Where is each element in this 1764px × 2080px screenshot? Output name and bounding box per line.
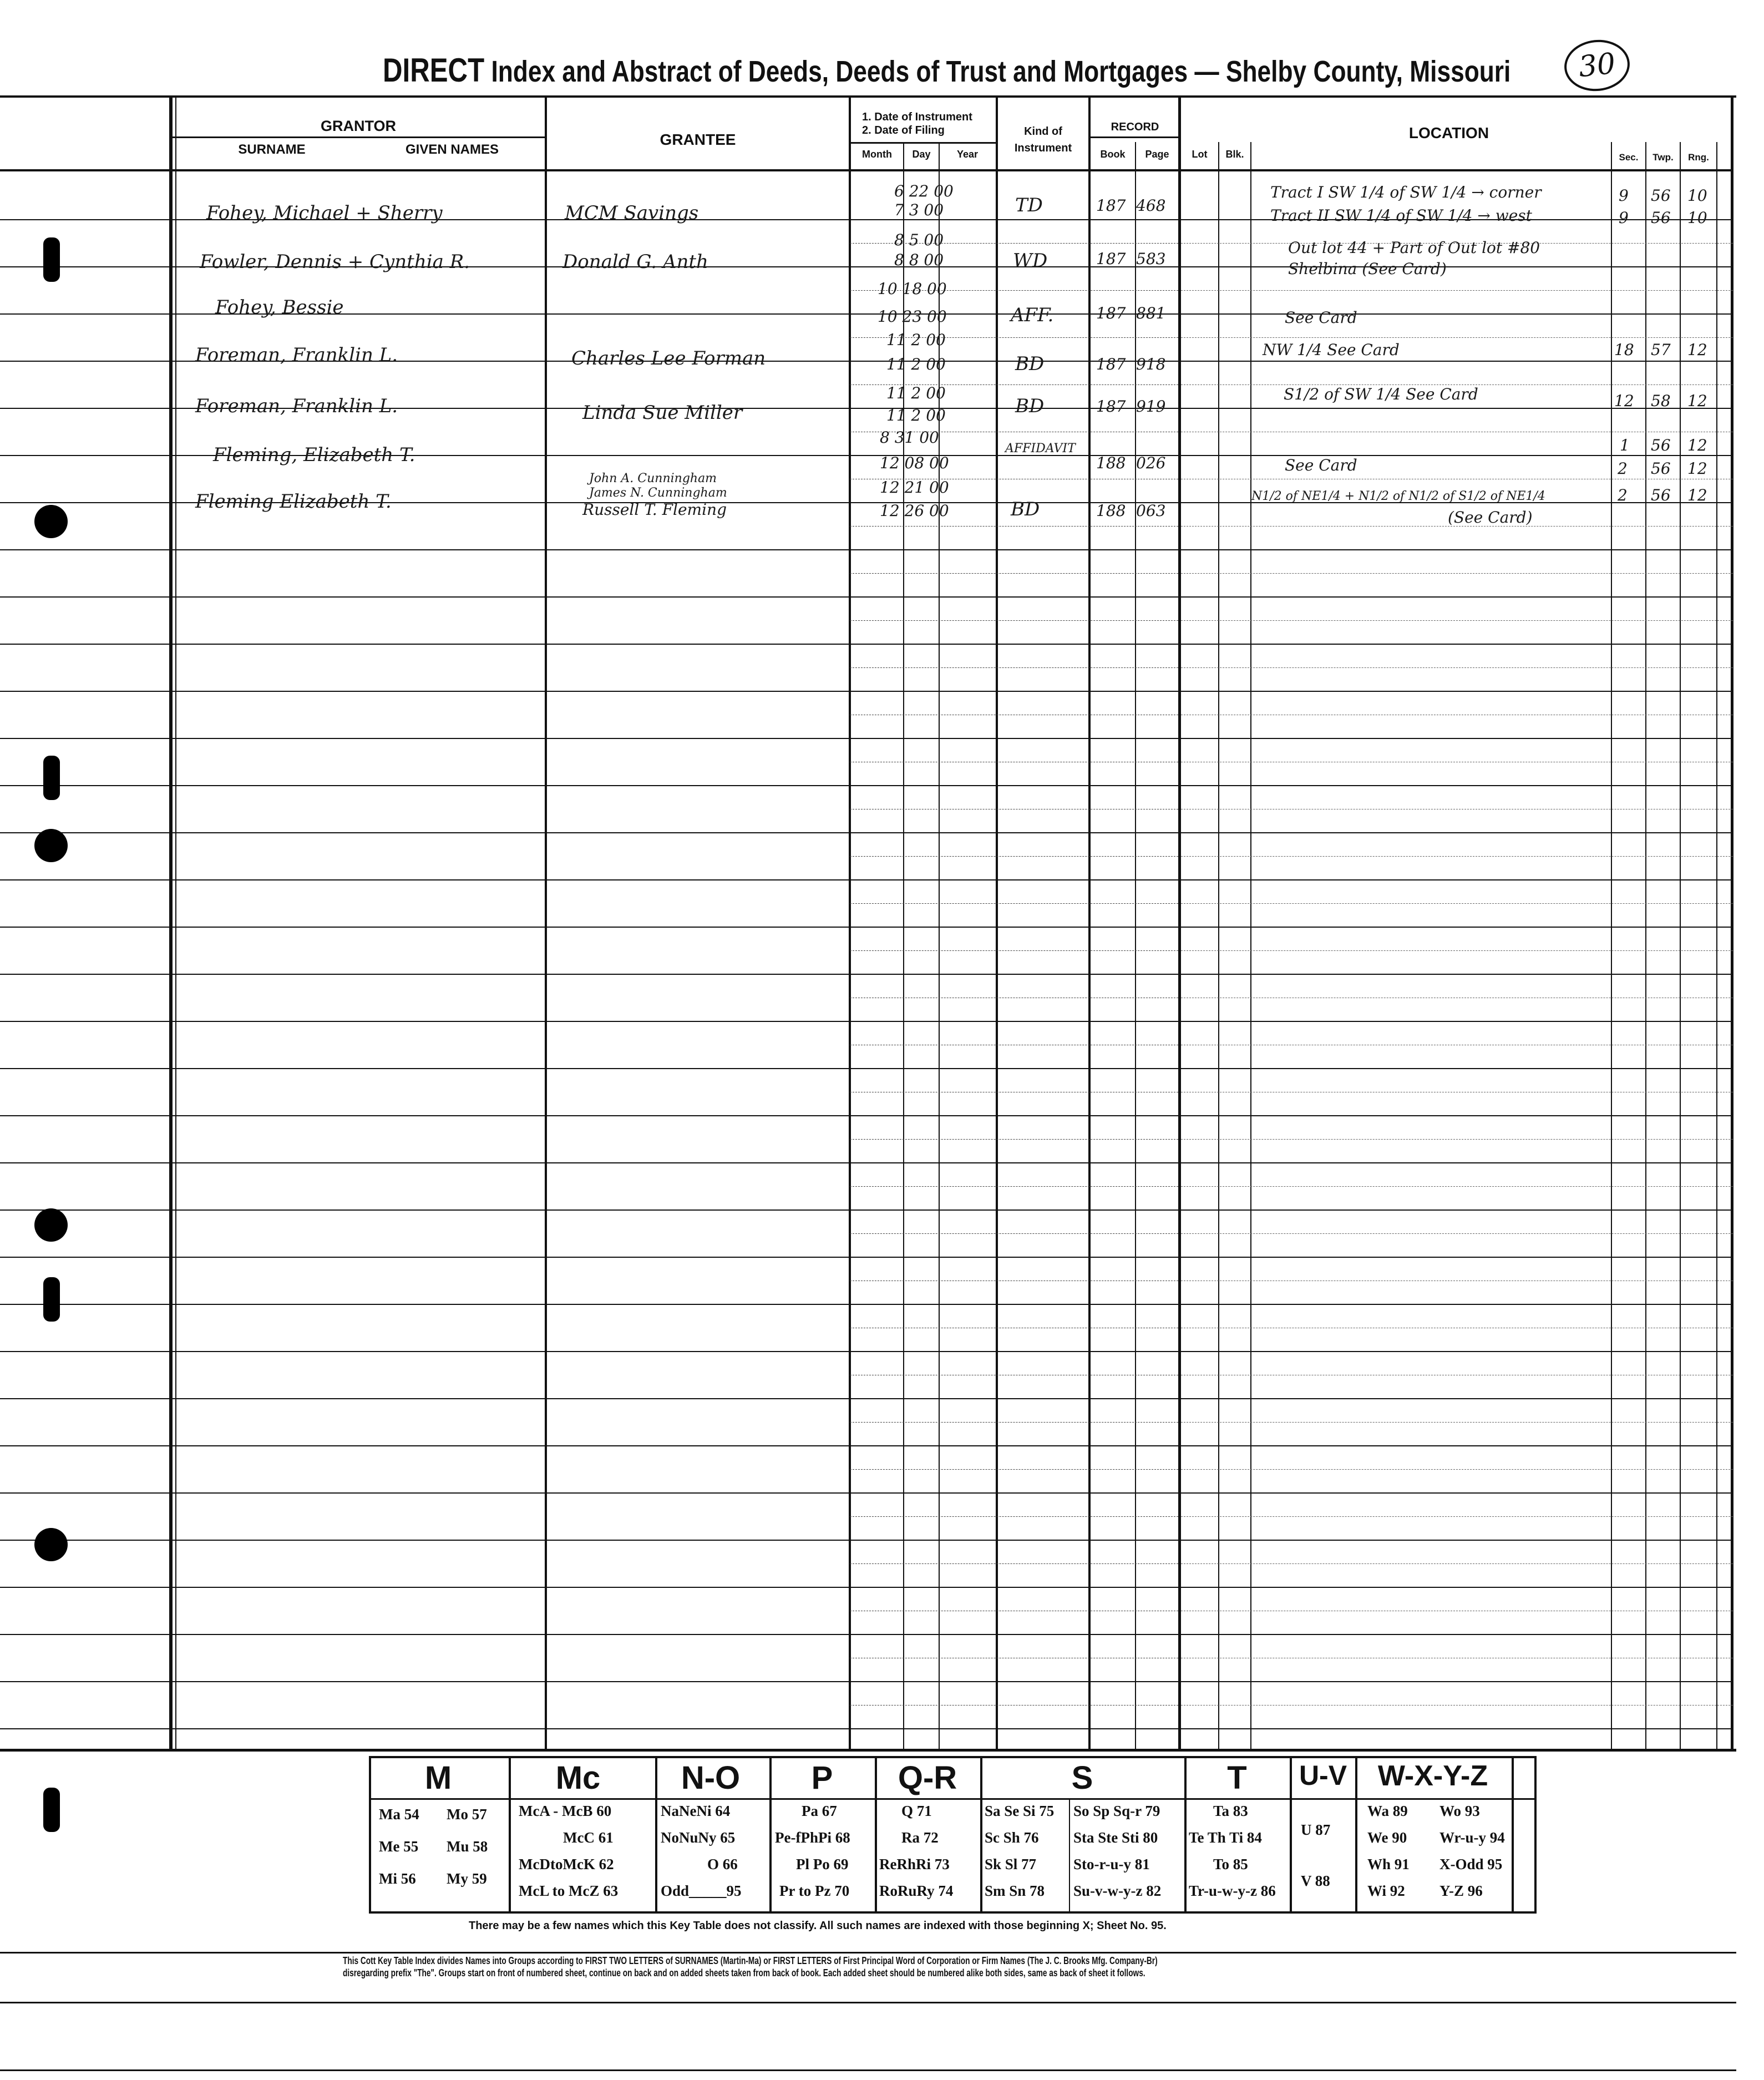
- ruled-row-line: [0, 1540, 1733, 1541]
- rng-right-divider: [1716, 142, 1717, 1749]
- entry-7-sec1: 2: [1618, 486, 1628, 504]
- entry-4-date1: 11 2 00: [886, 331, 946, 349]
- header-book: Book: [1100, 149, 1126, 160]
- entry-4-twp1: 57: [1651, 341, 1671, 359]
- header-sec: Sec.: [1619, 152, 1639, 163]
- entry-4-page: 918: [1136, 355, 1166, 373]
- key-head-qr: Q-R: [898, 1760, 957, 1796]
- ruled-row-line: [0, 644, 1733, 645]
- key-cell: Sto-r-u-y 81: [1073, 1856, 1150, 1872]
- key-head-s: S: [1071, 1760, 1093, 1796]
- ruled-row-line: [0, 1115, 1733, 1116]
- entry-2-book: 187: [1096, 250, 1126, 268]
- key-head-p: P: [811, 1760, 833, 1796]
- date-left-border: [849, 95, 851, 1752]
- entry-6-loc2: See Card: [1285, 456, 1357, 474]
- ruled-row-line: [0, 1351, 1733, 1352]
- binder-hole-4: [34, 1528, 68, 1561]
- kind-left-border: [996, 95, 998, 1752]
- header-given-names: GIVEN NAMES: [405, 142, 499, 157]
- footer-line-2: disregarding prefix "The". Groups start on front of numbered sheet, continue on back and on added sheets taken from back of book. Each added sheet should be numbered alike both sides, same as back of sheet it follows.: [343, 1967, 1145, 1978]
- ruled-subrow-line: [850, 1658, 1178, 1659]
- binder-slot-1: [43, 237, 60, 282]
- key-head-uv: U-V: [1299, 1760, 1347, 1791]
- location-left-border: [1178, 95, 1181, 1752]
- entry-2-loc1: Out lot 44 + Part of Out lot #80: [1288, 239, 1540, 257]
- location-subrow-line: [1181, 1705, 1733, 1706]
- right-border: [1731, 95, 1733, 1752]
- ruled-subrow-line: [850, 573, 1178, 574]
- ruled-subrow-line: [850, 809, 1178, 810]
- entry-3-page: 881: [1136, 304, 1166, 322]
- location-subrow-line: [1181, 903, 1733, 904]
- entry-7-kind: BD: [1011, 498, 1040, 520]
- header-month: Month: [862, 149, 892, 160]
- entry-4-grantee: Charles Lee Forman: [571, 347, 766, 370]
- ruled-subrow-line: [850, 1516, 1178, 1517]
- entry-1-sec1: 9: [1619, 186, 1629, 205]
- entry-6-date2: 12 08 00: [880, 454, 949, 472]
- date-month-divider: [903, 142, 904, 1749]
- key-cell: Su-v-w-y-z 82: [1073, 1882, 1162, 1899]
- ruled-subrow-line: [850, 950, 1178, 952]
- header-twp: Twp.: [1653, 152, 1674, 163]
- key-cell: Te Th Ti 84: [1189, 1829, 1262, 1846]
- ruled-subrow-line: [850, 1045, 1178, 1046]
- entry-6-twp2: 56: [1651, 459, 1671, 478]
- key-cell: Wo 93: [1439, 1803, 1480, 1819]
- key-head-no: N-O: [681, 1760, 741, 1796]
- entry-1-grantor: Fohey, Michael + Sherry: [206, 202, 443, 224]
- location-subrow-line: [1181, 573, 1733, 574]
- table-bottom-border: [0, 1749, 1736, 1752]
- ruled-subrow-line: [850, 620, 1178, 621]
- key-head-m: M: [424, 1760, 452, 1796]
- key-cell: Sta Ste Sti 80: [1073, 1829, 1158, 1846]
- entry-5-date2: 11 2 00: [886, 406, 946, 424]
- entry-6-rng1: 12: [1687, 436, 1707, 454]
- entry-1-rng2: 10: [1687, 209, 1707, 227]
- entry-7-rng1: 12: [1687, 486, 1707, 504]
- entry-7-grantor: Fleming Elizabeth T.: [195, 490, 392, 513]
- ruled-row-line: [0, 1068, 1733, 1069]
- ruled-subrow-line: [850, 903, 1178, 904]
- entry-6-date1: 8 31 00: [880, 428, 939, 447]
- twp-divider: [1645, 142, 1646, 1749]
- ruled-subrow-line: [850, 1233, 1178, 1234]
- title-bold: DIRECT: [383, 52, 485, 89]
- binder-hole-2: [34, 829, 68, 862]
- location-subrow-line: [1181, 1422, 1733, 1423]
- key-cell: V 88: [1301, 1872, 1330, 1889]
- ruled-subrow-line: [850, 1139, 1178, 1140]
- ruled-subrow-line: [850, 1422, 1178, 1423]
- entry-4-kind: BD: [1015, 353, 1045, 375]
- header-blk: Blk.: [1225, 149, 1244, 160]
- entry-5-twp1: 58: [1651, 392, 1671, 410]
- entry-1-rng1: 10: [1687, 186, 1707, 205]
- location-subrow-line: [1181, 1563, 1733, 1564]
- ruled-row-line: [0, 1021, 1733, 1022]
- key-head-mc: Mc: [555, 1760, 601, 1796]
- entry-4-rng1: 12: [1687, 341, 1707, 359]
- entry-1-date2: 7 3 00: [894, 201, 944, 219]
- entry-3-loc2: See Card: [1285, 308, 1357, 327]
- ruled-row-line: [0, 974, 1733, 975]
- footer-rule-top: [0, 1952, 1736, 1954]
- header-kind-line2: Instrument: [1014, 142, 1072, 154]
- header-lot: Lot: [1192, 149, 1208, 160]
- header-day: Day: [912, 149, 931, 160]
- location-subrow-line: [1181, 667, 1733, 668]
- key-cell: Mo 57: [447, 1806, 487, 1823]
- key-cell: Wr-u-y 94: [1439, 1829, 1505, 1846]
- footer-rule-bottom: [0, 2002, 1736, 2003]
- key-table-header-divider: [369, 1798, 1537, 1800]
- key-cell: Wa 89: [1367, 1803, 1408, 1819]
- entry-5-loc1: S1/2 of SW 1/4 See Card: [1284, 385, 1478, 403]
- ruled-row-line: [0, 1634, 1733, 1635]
- ruled-subrow-line: [850, 1092, 1178, 1093]
- title-text: Index and Abstract of Deeds, Deeds of Trust and Mortgages — Shelby County, Missouri: [484, 55, 1511, 88]
- entry-1-loc2: Tract II SW 1/4 of SW 1/4 → west: [1270, 206, 1532, 225]
- key-cell: Tr-u-w-y-z 86: [1189, 1882, 1276, 1899]
- entry-5-page: 919: [1136, 397, 1166, 416]
- key-cell: McC 61: [563, 1829, 614, 1846]
- key-table-bottom: [369, 1911, 1537, 1914]
- binder-hole-3: [34, 1208, 68, 1242]
- location-subrow-line: [1181, 290, 1733, 291]
- entry-5-grantee: Linda Sue Miller: [582, 402, 743, 424]
- entry-5-book: 187: [1096, 397, 1126, 416]
- binder-slot-2: [43, 756, 60, 800]
- key-cell: NaNeNi 64: [661, 1803, 731, 1819]
- ruled-row-line: [0, 1681, 1733, 1682]
- ruled-row-line: [0, 1728, 1733, 1729]
- key-cell: Mi 56: [379, 1870, 416, 1887]
- entry-4-grantor: Foreman, Franklin L.: [195, 344, 398, 366]
- key-cell: Odd_____95: [661, 1882, 742, 1899]
- entry-1-sec2: 9: [1619, 209, 1629, 227]
- location-subrow-line: [1181, 620, 1733, 621]
- header-year: Year: [956, 149, 979, 160]
- key-cell: U 87: [1301, 1821, 1331, 1838]
- entry-2-date1: 8 5 00: [894, 231, 944, 249]
- entry-7-page: 063: [1136, 502, 1166, 520]
- entry-7-loc2: (See Card): [1448, 508, 1533, 527]
- page-title: [383, 51, 1510, 89]
- ruled-subrow-line: [850, 667, 1178, 669]
- ruled-row-line: [0, 596, 1733, 598]
- key-cell: Sm Sn 78: [985, 1882, 1045, 1899]
- key-cell: ReRhRi 73: [879, 1856, 950, 1872]
- ruled-row-line: [0, 879, 1733, 880]
- header-record: RECORD: [1111, 121, 1159, 133]
- ruled-row-line: [0, 1209, 1733, 1211]
- record-left-border: [1088, 95, 1091, 1752]
- header-grantee: GRANTEE: [660, 131, 736, 148]
- key-cell: Y-Z 96: [1439, 1882, 1483, 1899]
- entry-1-twp2: 56: [1651, 209, 1671, 227]
- header-grantor: GRANTOR: [320, 118, 396, 134]
- ruled-subrow-line: [850, 1375, 1178, 1376]
- entry-4-sec1: 18: [1614, 341, 1634, 359]
- sheet-number: 30: [1562, 37, 1633, 94]
- entry-1-page: 468: [1136, 196, 1166, 215]
- key-cell: Sc Sh 76: [985, 1829, 1039, 1846]
- header-bottom-border: [0, 169, 1733, 171]
- entry-7-date1: 12 21 00: [880, 478, 949, 497]
- ruled-subrow-line: [850, 1186, 1178, 1187]
- key-cell: Mu 58: [447, 1838, 488, 1855]
- ruled-subrow-line: [850, 998, 1178, 999]
- entry-5-kind: BD: [1015, 395, 1045, 417]
- entry-7-book: 188: [1096, 502, 1126, 520]
- entry-6-page: 026: [1136, 454, 1166, 472]
- entry-4-book: 187: [1096, 355, 1126, 373]
- key-cell: Wi 92: [1367, 1882, 1405, 1899]
- key-cell: We 90: [1367, 1829, 1407, 1846]
- key-s-subdivider: [1069, 1799, 1070, 1911]
- entry-7-grantee-3: Russell T. Fleming: [582, 500, 727, 519]
- ruled-subrow-line: [850, 1563, 1178, 1565]
- ruled-row-line: [0, 549, 1733, 550]
- header-surname: SURNAME: [238, 142, 306, 157]
- location-subrow-line: [1181, 856, 1733, 857]
- lot-divider: [1218, 142, 1219, 1749]
- ruled-row-line: [0, 1587, 1733, 1588]
- ruled-row-line: [0, 738, 1733, 739]
- entry-1-date1: 6 22 00: [894, 182, 954, 200]
- key-cell: RoRuRy 74: [879, 1882, 954, 1899]
- location-subrow-line: [1181, 950, 1733, 951]
- entry-2-grantee: Donald G. Anth: [562, 251, 708, 273]
- ruled-row-line: [0, 1304, 1733, 1305]
- ruled-subrow-line: [850, 715, 1178, 716]
- ruled-subrow-line: [850, 1328, 1178, 1329]
- key-cell: Pe-fPhPi 68: [775, 1829, 850, 1846]
- entry-6-rng2: 12: [1687, 459, 1707, 478]
- entry-1-grantee: MCM Savings: [565, 202, 699, 224]
- grantor-left-border-inner: [175, 95, 176, 1752]
- location-subrow-line: [1181, 1469, 1733, 1470]
- entry-5-date1: 11 2 00: [886, 384, 946, 402]
- rng-divider: [1680, 142, 1681, 1749]
- table-top-border: [0, 95, 1736, 98]
- entry-2-loc2: Shelbina (See Card): [1288, 260, 1447, 278]
- page-bottom-rule: [0, 2069, 1736, 2071]
- entry-4-loc1: NW 1/4 See Card: [1263, 341, 1400, 359]
- entry-3-kind: AFF.: [1011, 304, 1054, 326]
- key-cell: Me 55: [379, 1838, 419, 1855]
- key-cell: Sa Se Si 75: [985, 1803, 1055, 1819]
- entry-7-grantee-2: James N. Cunningham: [589, 486, 727, 500]
- ruled-subrow-line: [850, 1469, 1178, 1470]
- ruled-row-line: [0, 785, 1733, 786]
- entry-2-kind: WD: [1013, 250, 1048, 272]
- entry-6-kind: AFFIDAVIT: [1005, 442, 1076, 456]
- entry-7-twp1: 56: [1651, 486, 1671, 504]
- ruled-subrow-line: [850, 1611, 1178, 1612]
- key-cell: Ma 54: [379, 1806, 419, 1823]
- entry-2-grantor: Fowler, Dennis + Cynthia R.: [200, 251, 470, 273]
- entry-4-date2: 11 2 00: [886, 355, 946, 373]
- entry-6-book: 188: [1096, 454, 1126, 472]
- footer-line-1: This Cott Key Table Index divides Names into Groups according to FIRST TWO LETTERS of SURNAMES (Martin-Ma) or FIRST LETTERS of First Principal Word of Corporation or Firm Names (The J. C. Brooks Mfg. Company-Br): [343, 1955, 1158, 1966]
- record-header-divider: [1089, 136, 1179, 138]
- grantee-left-border: [545, 95, 547, 1752]
- key-table-top: [369, 1756, 1537, 1758]
- key-table-note: There may be a few names which this Key Table does not classify. All such names are indexed with those beginning X; Sheet No. 95.: [469, 1920, 1167, 1932]
- ruled-row-line: [0, 1492, 1733, 1494]
- key-cell: Pa 67: [802, 1803, 837, 1819]
- key-cell: Wh 91: [1367, 1856, 1410, 1872]
- date-header-divider: [850, 142, 996, 144]
- blk-divider: [1250, 142, 1251, 1749]
- entry-7-date2: 12 26 00: [880, 502, 949, 520]
- entry-7-loc1: N1/2 of NE1/4 + N1/2 of N1/2 of S1/2 of NE1/4: [1251, 489, 1545, 503]
- entry-5-sec1: 12: [1614, 392, 1634, 410]
- key-cell: Ra 72: [901, 1829, 939, 1846]
- binder-slot-3: [43, 1277, 60, 1322]
- header-kind-line1: Kind of: [1024, 125, 1062, 138]
- ruled-subrow-line: [850, 856, 1178, 857]
- key-cell: Sk Sl 77: [985, 1856, 1037, 1872]
- key-wxyz-right: [1512, 1756, 1514, 1914]
- ruled-row-line: [0, 832, 1733, 833]
- entry-6-twp1: 56: [1651, 436, 1671, 454]
- binder-slot-4: [43, 1788, 60, 1832]
- key-cell: So Sp Sq-r 79: [1073, 1803, 1160, 1819]
- key-cell: Ta 83: [1213, 1803, 1248, 1819]
- entry-2-page: 583: [1136, 250, 1166, 268]
- key-table-right: [1534, 1756, 1537, 1914]
- header-date-line2: 2. Date of Filing: [862, 124, 945, 136]
- ruled-row-line: [0, 1445, 1733, 1446]
- key-cell: Pr to Pz 70: [779, 1882, 850, 1899]
- entry-3-grantor: Fohey, Bessie: [215, 296, 344, 318]
- entry-3-date2: 10 23 00: [878, 307, 947, 326]
- entry-1-book: 187: [1096, 196, 1126, 215]
- location-subrow-line: [1181, 337, 1733, 338]
- location-subrow-line: [1181, 1139, 1733, 1140]
- binder-hole-1: [34, 505, 68, 538]
- header-page: Page: [1145, 149, 1169, 160]
- entry-5-rng1: 12: [1687, 392, 1707, 410]
- location-subrow-line: [1181, 1186, 1733, 1187]
- ruled-row-line: [0, 691, 1733, 692]
- grantor-left-border: [169, 95, 173, 1752]
- ruled-row-line: [0, 927, 1733, 928]
- key-cell: McDtoMcK 62: [519, 1856, 614, 1872]
- date-day-divider: [939, 142, 940, 1749]
- entry-3-book: 187: [1096, 304, 1126, 322]
- location-subrow-line: [1181, 1516, 1733, 1517]
- entry-7-grantee-1: John A. Cunningham: [589, 472, 717, 485]
- ruled-subrow-line: [850, 1705, 1178, 1706]
- entry-3-date1: 10 18 00: [878, 280, 947, 298]
- header-location: LOCATION: [1408, 124, 1489, 141]
- entry-6-grantor: Fleming, Elizabeth T.: [213, 444, 415, 466]
- key-cell: O 66: [707, 1856, 738, 1872]
- key-head-t: T: [1227, 1760, 1247, 1796]
- entry-5-grantor: Foreman, Franklin L.: [195, 395, 398, 417]
- key-cell: To 85: [1213, 1856, 1248, 1872]
- key-cell: Pl Po 69: [796, 1856, 849, 1872]
- ruled-subrow-line: [850, 762, 1178, 763]
- entry-1-loc1: Tract I SW 1/4 of SW 1/4 → corner: [1270, 183, 1542, 201]
- header-rng: Rng.: [1688, 152, 1709, 163]
- ruled-subrow-line: [850, 526, 1178, 527]
- ruled-subrow-line: [850, 1281, 1178, 1282]
- cott-key-table: [369, 1756, 1537, 1912]
- record-book-divider: [1135, 142, 1136, 1749]
- key-head-wxyz: W-X-Y-Z: [1377, 1760, 1488, 1792]
- sec-divider: [1611, 142, 1612, 1749]
- entry-6-sec1: 1: [1620, 436, 1630, 454]
- key-cell: X-Odd 95: [1439, 1856, 1503, 1872]
- entry-1-kind: TD: [1015, 194, 1043, 216]
- entry-1-twp1: 56: [1651, 186, 1671, 205]
- ruled-row-line: [0, 1398, 1733, 1399]
- ruled-row-line: [0, 1162, 1733, 1163]
- location-subrow-line: [1181, 1233, 1733, 1234]
- header-date-line1: 1. Date of Instrument: [862, 111, 972, 123]
- key-cell: Q 71: [901, 1803, 932, 1819]
- key-cell: McL to McZ 63: [519, 1882, 619, 1899]
- key-cell: McA - McB 60: [519, 1803, 612, 1819]
- grantor-header-divider: [172, 136, 545, 138]
- key-cell: NoNuNy 65: [661, 1829, 736, 1846]
- entry-6-sec2: 2: [1618, 459, 1628, 478]
- key-cell: My 59: [447, 1870, 487, 1887]
- ruled-row-line: [0, 1257, 1733, 1258]
- entry-2-date2: 8 8 00: [894, 251, 944, 269]
